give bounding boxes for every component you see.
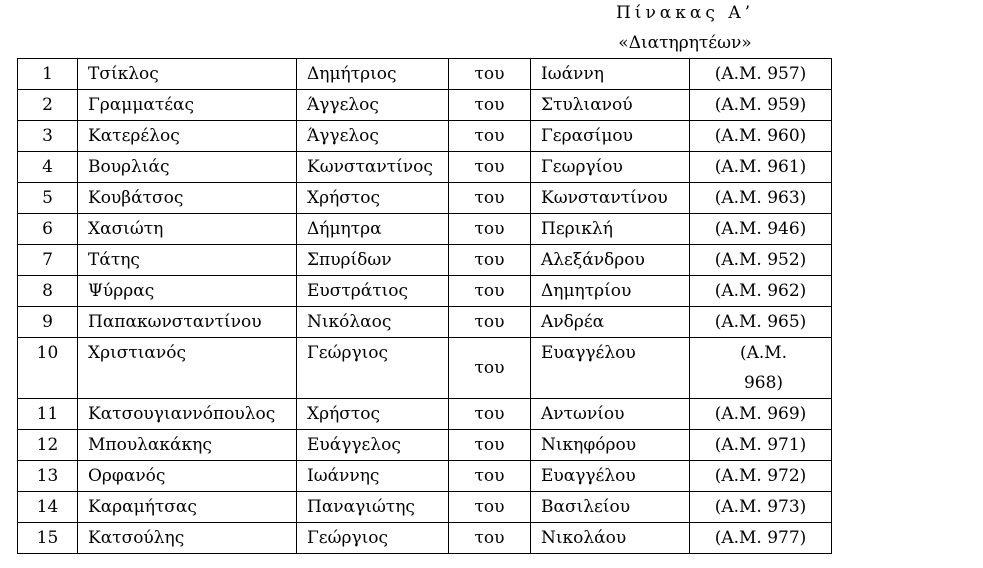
registry-number-cell: (Α.Μ. 959) bbox=[690, 90, 832, 121]
of-cell: του bbox=[449, 523, 531, 554]
table-row bbox=[18, 523, 832, 554]
registry-number-cell: (Α.Μ. 946) bbox=[690, 214, 832, 245]
registry-number-cell: (Α.Μ. 960) bbox=[690, 121, 832, 152]
father-name-cell: Ευαγγέλου bbox=[531, 338, 690, 399]
father-name-cell: Δημητρίου bbox=[531, 276, 690, 307]
row-number: 5 bbox=[18, 183, 78, 214]
surname-cell: Γραμματέας bbox=[78, 90, 297, 121]
father-name-cell: Βασιλείου bbox=[531, 492, 690, 523]
table-row bbox=[18, 121, 832, 152]
father-name-cell: Αλεξάνδρου bbox=[531, 245, 690, 276]
registry-number-cell: (Α.Μ. 957) bbox=[690, 59, 832, 90]
table-row bbox=[18, 276, 832, 307]
surname-cell: Κατσούλης bbox=[78, 523, 297, 554]
registry-number-cell: (Α.Μ. 963) bbox=[690, 183, 832, 214]
table-row bbox=[18, 338, 832, 399]
first-name-cell: Παναγιώτης bbox=[297, 492, 449, 523]
first-name-cell: Ευστράτιος bbox=[297, 276, 449, 307]
of-cell: του bbox=[449, 307, 531, 338]
surname-cell: Κουβάτσος bbox=[78, 183, 297, 214]
father-name-cell: Γερασίμου bbox=[531, 121, 690, 152]
table-row bbox=[18, 152, 832, 183]
surname-cell: Χασιώτη bbox=[78, 214, 297, 245]
of-cell: του bbox=[449, 214, 531, 245]
row-number: 9 bbox=[18, 307, 78, 338]
first-name-cell: Χρήστος bbox=[297, 183, 449, 214]
first-name-cell: Δήμητρα bbox=[297, 214, 449, 245]
of-cell: του bbox=[449, 152, 531, 183]
table-row bbox=[18, 399, 832, 430]
table-title: Πίνακας Α’ bbox=[615, 3, 754, 23]
father-name-cell: Κωνσταντίνου bbox=[531, 183, 690, 214]
table-row bbox=[18, 307, 832, 338]
first-name-cell: Άγγελος bbox=[297, 121, 449, 152]
first-name-cell: Κωνσταντίνος bbox=[297, 152, 449, 183]
registry-number-cell: (Α.Μ. 969) bbox=[690, 399, 832, 430]
table-row bbox=[18, 461, 832, 492]
row-number: 15 bbox=[18, 523, 78, 554]
surname-cell: Καραμήτσας bbox=[78, 492, 297, 523]
surname-cell: Τσίκλος bbox=[78, 59, 297, 90]
first-name-cell: Γεώργιος bbox=[297, 338, 449, 399]
row-number: 10 bbox=[18, 338, 78, 399]
row-number: 11 bbox=[18, 399, 78, 430]
table-row bbox=[18, 430, 832, 461]
first-name-cell: Ευάγγελος bbox=[297, 430, 449, 461]
registry-number-cell: (Α.Μ. 968) bbox=[690, 338, 832, 399]
of-cell: του bbox=[449, 276, 531, 307]
of-cell: του bbox=[449, 461, 531, 492]
surname-cell: Τάτης bbox=[78, 245, 297, 276]
father-name-cell: Νικηφόρου bbox=[531, 430, 690, 461]
of-cell: του bbox=[449, 90, 531, 121]
father-name-cell: Περικλή bbox=[531, 214, 690, 245]
row-number: 12 bbox=[18, 430, 78, 461]
of-cell: του bbox=[449, 59, 531, 90]
first-name-cell: Δημήτριος bbox=[297, 59, 449, 90]
registry-number-cell: (Α.Μ. 965) bbox=[690, 307, 832, 338]
table-row bbox=[18, 90, 832, 121]
of-cell: του bbox=[449, 399, 531, 430]
roster-table bbox=[17, 58, 832, 554]
table-row bbox=[18, 245, 832, 276]
first-name-cell: Νικόλαος bbox=[297, 307, 449, 338]
father-name-cell: Ιωάννη bbox=[531, 59, 690, 90]
surname-cell: Ορφανός bbox=[78, 461, 297, 492]
first-name-cell: Σπυρίδων bbox=[297, 245, 449, 276]
of-cell: του bbox=[449, 183, 531, 214]
registry-number-cell: (Α.Μ. 962) bbox=[690, 276, 832, 307]
table-subtitle: «Διατηρητέων» bbox=[618, 33, 752, 53]
surname-cell: Κατερέλος bbox=[78, 121, 297, 152]
first-name-cell: Άγγελος bbox=[297, 90, 449, 121]
father-name-cell: Αντωνίου bbox=[531, 399, 690, 430]
row-number: 6 bbox=[18, 214, 78, 245]
row-number: 3 bbox=[18, 121, 78, 152]
registry-number-cell: (Α.Μ. 952) bbox=[690, 245, 832, 276]
registry-number-cell: (Α.Μ. 972) bbox=[690, 461, 832, 492]
surname-cell: Χριστιανός bbox=[78, 338, 297, 399]
registry-number-cell: (Α.Μ. 961) bbox=[690, 152, 832, 183]
row-number: 13 bbox=[18, 461, 78, 492]
first-name-cell: Χρήστος bbox=[297, 399, 449, 430]
surname-cell: Βουρλιάς bbox=[78, 152, 297, 183]
registry-number-cell: (Α.Μ. 973) bbox=[690, 492, 832, 523]
surname-cell: Ψύρρας bbox=[78, 276, 297, 307]
father-name-cell: Ευαγγέλου bbox=[531, 461, 690, 492]
of-cell: του bbox=[449, 121, 531, 152]
table-row bbox=[18, 59, 832, 90]
first-name-cell: Ιωάννης bbox=[297, 461, 449, 492]
father-name-cell: Στυλιανού bbox=[531, 90, 690, 121]
registry-number-cell: (Α.Μ. 971) bbox=[690, 430, 832, 461]
father-name-cell: Ανδρέα bbox=[531, 307, 690, 338]
father-name-cell: Νικολάου bbox=[531, 523, 690, 554]
surname-cell: Παπακωνσταντίνου bbox=[78, 307, 297, 338]
of-cell: του bbox=[449, 492, 531, 523]
of-cell: του bbox=[449, 245, 531, 276]
table-row bbox=[18, 214, 832, 245]
of-cell: του bbox=[449, 430, 531, 461]
surname-cell: Κατσουγιαννόπουλος bbox=[78, 399, 297, 430]
row-number: 7 bbox=[18, 245, 78, 276]
table-row bbox=[18, 492, 832, 523]
father-name-cell: Γεωργίου bbox=[531, 152, 690, 183]
row-number: 2 bbox=[18, 90, 78, 121]
surname-cell: Μπουλακάκης bbox=[78, 430, 297, 461]
of-cell: του bbox=[449, 338, 531, 399]
table-row bbox=[18, 183, 832, 214]
registry-number-cell: (Α.Μ. 977) bbox=[690, 523, 832, 554]
row-number: 4 bbox=[18, 152, 78, 183]
row-number: 14 bbox=[18, 492, 78, 523]
row-number: 8 bbox=[18, 276, 78, 307]
first-name-cell: Γεώργιος bbox=[297, 523, 449, 554]
row-number: 1 bbox=[18, 59, 78, 90]
